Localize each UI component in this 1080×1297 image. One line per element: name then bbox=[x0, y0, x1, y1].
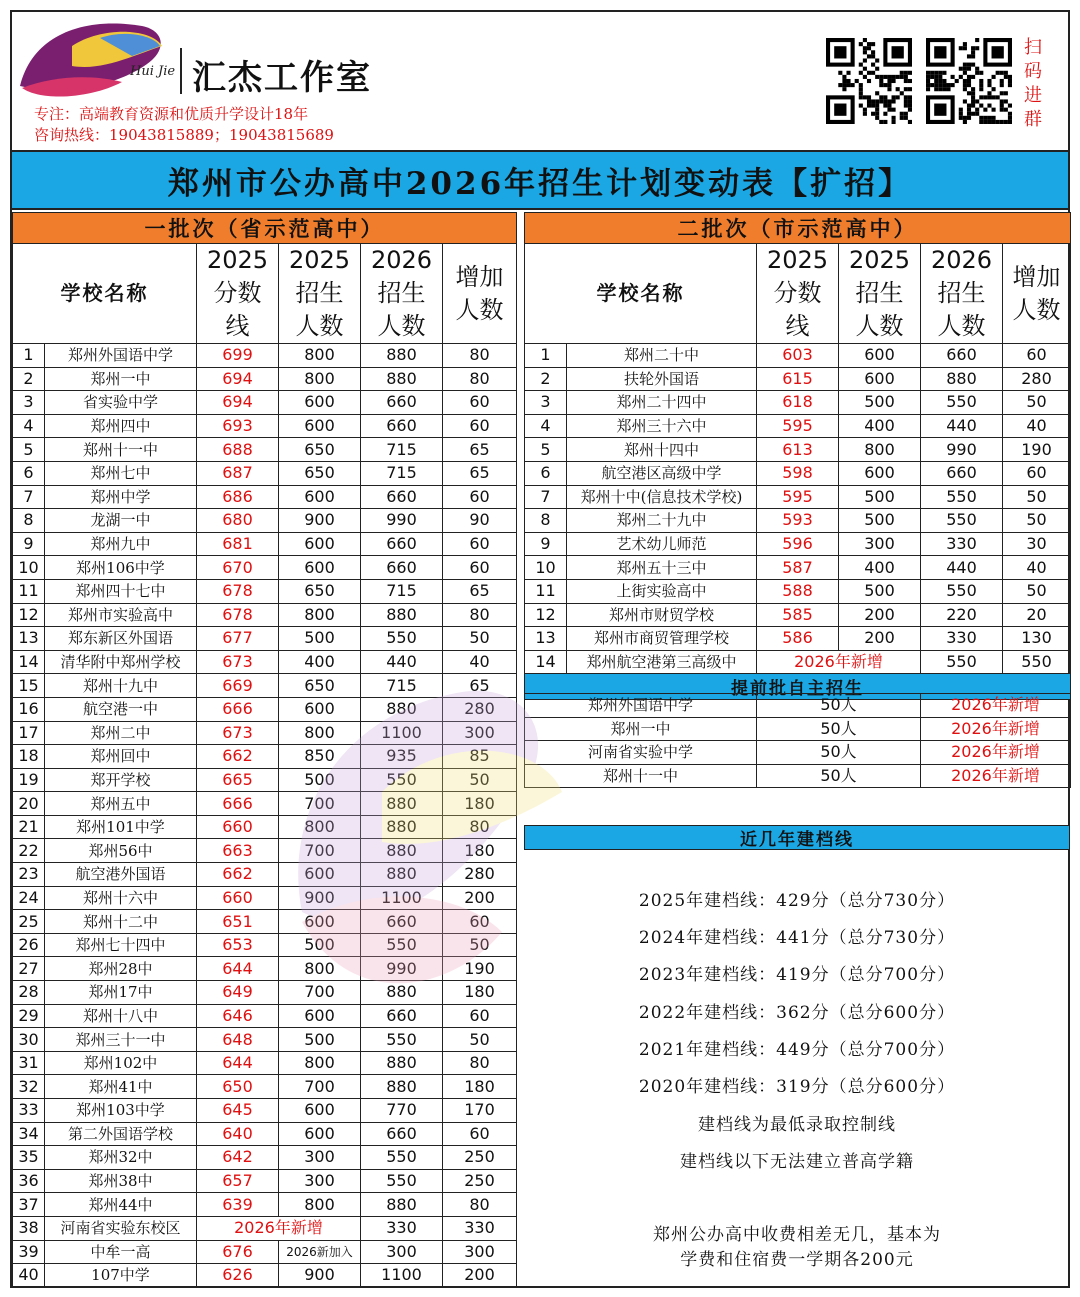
col-2025-score: 2025 分数 线 bbox=[197, 244, 279, 344]
table-row: 7 郑州十中(信息技术学校) 595 500 550 50 bbox=[525, 485, 1071, 509]
table-row: 26 郑州七十四中 653 500 550 50 bbox=[13, 933, 517, 957]
table-row: 2 扶轮外国语 615 600 880 280 bbox=[525, 367, 1071, 391]
fee-note-1: 郑州公办高中收费相差无几，基本为 bbox=[653, 1225, 941, 1245]
early-admission-row: 郑州一中 50人 2026年新增 bbox=[525, 717, 1071, 741]
table-row: 5 郑州十一中 688 650 715 65 bbox=[13, 438, 517, 462]
table-row: 2 郑州一中 694 800 880 80 bbox=[13, 367, 517, 391]
page-title: 郑州市公办高中2026年招生计划变动表【扩招】 bbox=[167, 165, 913, 202]
table-row: 19 郑开学校 665 500 550 50 bbox=[13, 768, 517, 792]
brand-divider bbox=[180, 48, 182, 94]
admission-note-2: 建档线以下无法建立普高学籍 bbox=[680, 1152, 914, 1172]
table-row: 7 郑州中学 686 600 660 60 bbox=[13, 485, 517, 509]
col-school-name: 学校名称 bbox=[525, 244, 757, 344]
document-frame bbox=[10, 10, 1070, 1288]
table-row: 6 航空港区高级中学 598 600 660 60 bbox=[525, 461, 1071, 485]
second-batch-header-row bbox=[525, 244, 1071, 344]
table-row: 36 郑州38中 657 300 550 250 bbox=[13, 1169, 517, 1193]
table-row: 22 郑州56中 663 700 880 180 bbox=[13, 839, 517, 863]
admission-lines-panel bbox=[524, 830, 1070, 1290]
table-row: 18 郑州回中 662 850 935 85 bbox=[13, 745, 517, 769]
table-row: 32 郑州41中 650 700 880 180 bbox=[13, 1075, 517, 1099]
table-row: 40 107中学 626 900 1100 200 bbox=[13, 1264, 517, 1288]
table-row: 11 上街实验高中 588 500 550 50 bbox=[525, 579, 1071, 603]
table-row: 38 河南省实验东校区 2026年新增 330 330 bbox=[13, 1216, 517, 1240]
table-row: 30 郑州三十一中 648 500 550 50 bbox=[13, 1028, 517, 1052]
early-admission-title: 提前批自主招生 bbox=[525, 674, 1071, 700]
admission-line-2025: 2025年建档线：429分（总分730分） bbox=[638, 891, 956, 911]
table-row: 29 郑州十八中 646 600 660 60 bbox=[13, 1004, 517, 1028]
brand-name: 汇杰工作室 bbox=[192, 58, 372, 98]
table-row: 37 郑州44中 639 800 880 80 bbox=[13, 1193, 517, 1217]
admission-line-2022: 2022年建档线：362分（总分600分） bbox=[638, 1003, 956, 1023]
page-title-bar bbox=[12, 150, 1068, 210]
table-row: 14 郑州航空港第三高级中 2026年新增 550 550 bbox=[525, 650, 1071, 674]
table-row: 8 龙湖一中 680 900 990 90 bbox=[13, 509, 517, 533]
table-row: 8 郑州二十九中 593 500 550 50 bbox=[525, 509, 1071, 533]
table-row: 9 郑州九中 681 600 660 60 bbox=[13, 532, 517, 556]
table-row: 3 郑州二十四中 618 500 550 50 bbox=[525, 391, 1071, 415]
slogan bbox=[34, 104, 334, 146]
col-2025-enroll: 2025 招生 人数 bbox=[839, 244, 921, 344]
col-2025-enroll: 2025 招生 人数 bbox=[279, 244, 361, 344]
table-row: 9 艺术幼儿师范 596 300 330 30 bbox=[525, 532, 1071, 556]
table-row: 3 省实验中学 694 600 660 60 bbox=[13, 391, 517, 415]
huijie-logo bbox=[12, 16, 172, 108]
second-batch-section-title: 二批次（市示范高中） bbox=[525, 213, 1071, 244]
admission-lines-title: 近几年建档线 bbox=[524, 825, 1070, 850]
col-increase: 增加 人数 bbox=[1003, 244, 1071, 344]
slogan-line-2: 咨询热线：19043815889；19043815689 bbox=[34, 126, 334, 144]
table-row: 35 郑州32中 642 300 550 250 bbox=[13, 1146, 517, 1170]
table-row: 31 郑州102中 644 800 880 80 bbox=[13, 1051, 517, 1075]
table-row: 13 郑东新区外国语 677 500 550 50 bbox=[13, 627, 517, 651]
table-row: 25 郑州十二中 651 600 660 60 bbox=[13, 910, 517, 934]
table-row: 17 郑州二中 673 800 1100 300 bbox=[13, 721, 517, 745]
table-row: 39 中牟一高 676 2026新加入 300 300 bbox=[13, 1240, 517, 1264]
admission-line-2023: 2023年建档线：419分（总分700分） bbox=[638, 965, 956, 985]
first-batch-section-title: 一批次（省示范高中） bbox=[13, 213, 517, 244]
table-row: 14 清华附中郑州学校 673 400 440 40 bbox=[13, 650, 517, 674]
col-2026-enroll: 2026 招生 人数 bbox=[921, 244, 1003, 344]
table-row: 24 郑州十六中 660 900 1100 200 bbox=[13, 886, 517, 910]
early-admission-row: 河南省实验中学 50人 2026年新增 bbox=[525, 741, 1071, 765]
early-admission-table bbox=[524, 693, 1071, 788]
col-2026-enroll: 2026 招生 人数 bbox=[361, 244, 443, 344]
admission-line-2020: 2020年建档线：319分（总分600分） bbox=[638, 1077, 956, 1097]
col-school-name: 学校名称 bbox=[13, 244, 197, 344]
first-batch-table bbox=[12, 212, 517, 1288]
fee-note-2: 学费和住宿费一学期各200元 bbox=[680, 1250, 914, 1270]
col-increase: 增加 人数 bbox=[443, 244, 517, 344]
admission-line-2024: 2024年建档线：441分（总分730分） bbox=[638, 928, 956, 948]
table-row: 4 郑州四中 693 600 660 60 bbox=[13, 414, 517, 438]
col-2025-score: 2025 分数 线 bbox=[757, 244, 839, 344]
table-row: 11 郑州四十七中 678 650 715 65 bbox=[13, 579, 517, 603]
table-row: 12 郑州市财贸学校 585 200 220 20 bbox=[525, 603, 1071, 627]
qr-code-icon[interactable] bbox=[926, 38, 1012, 124]
table-row: 5 郑州十四中 613 800 990 190 bbox=[525, 438, 1071, 462]
scan-to-join-text: 扫 码 进 群 bbox=[1024, 37, 1042, 130]
admission-line-2021: 2021年建档线：449分（总分700分） bbox=[638, 1040, 956, 1060]
table-row: 28 郑州17中 649 700 880 180 bbox=[13, 981, 517, 1005]
table-row: 13 郑州市商贸管理学校 586 200 330 130 bbox=[525, 627, 1071, 651]
table-row: 16 航空港一中 666 600 880 280 bbox=[13, 697, 517, 721]
table-row: 4 郑州三十六中 595 400 440 40 bbox=[525, 414, 1071, 438]
table-row: 27 郑州28中 644 800 990 190 bbox=[13, 957, 517, 981]
admission-note-1: 建档线为最低录取控制线 bbox=[698, 1115, 896, 1135]
early-admission-row: 郑州外国语中学 50人 2026年新增 bbox=[525, 694, 1071, 718]
table-row: 34 第二外国语学校 640 600 660 60 bbox=[13, 1122, 517, 1146]
table-row: 10 郑州五十三中 587 400 440 40 bbox=[525, 556, 1071, 580]
table-row: 23 航空港外国语 662 600 880 280 bbox=[13, 863, 517, 887]
early-admission-row: 郑州十一中 50人 2026年新增 bbox=[525, 764, 1071, 788]
table-row: 20 郑州五中 666 700 880 180 bbox=[13, 792, 517, 816]
first-batch-header-row bbox=[13, 244, 517, 344]
table-row: 10 郑州106中学 670 600 660 60 bbox=[13, 556, 517, 580]
slogan-line-1: 专注：高端教育资源和优质升学设计18年 bbox=[34, 105, 309, 123]
second-batch-table bbox=[524, 212, 1071, 700]
table-row: 1 郑州二十中 603 600 660 60 bbox=[525, 344, 1071, 368]
table-row: 21 郑州101中学 660 800 880 80 bbox=[13, 815, 517, 839]
table-row: 33 郑州103中学 645 600 770 170 bbox=[13, 1099, 517, 1123]
table-row: 1 郑州外国语中学 699 800 880 80 bbox=[13, 344, 517, 368]
header bbox=[12, 12, 1068, 150]
qr-code-icon[interactable] bbox=[826, 38, 912, 124]
logo-caption: Hui Jie bbox=[130, 64, 176, 79]
table-row: 15 郑州十九中 669 650 715 65 bbox=[13, 674, 517, 698]
table-row: 6 郑州七中 687 650 715 65 bbox=[13, 461, 517, 485]
table-row: 12 郑州市实验高中 678 800 880 80 bbox=[13, 603, 517, 627]
